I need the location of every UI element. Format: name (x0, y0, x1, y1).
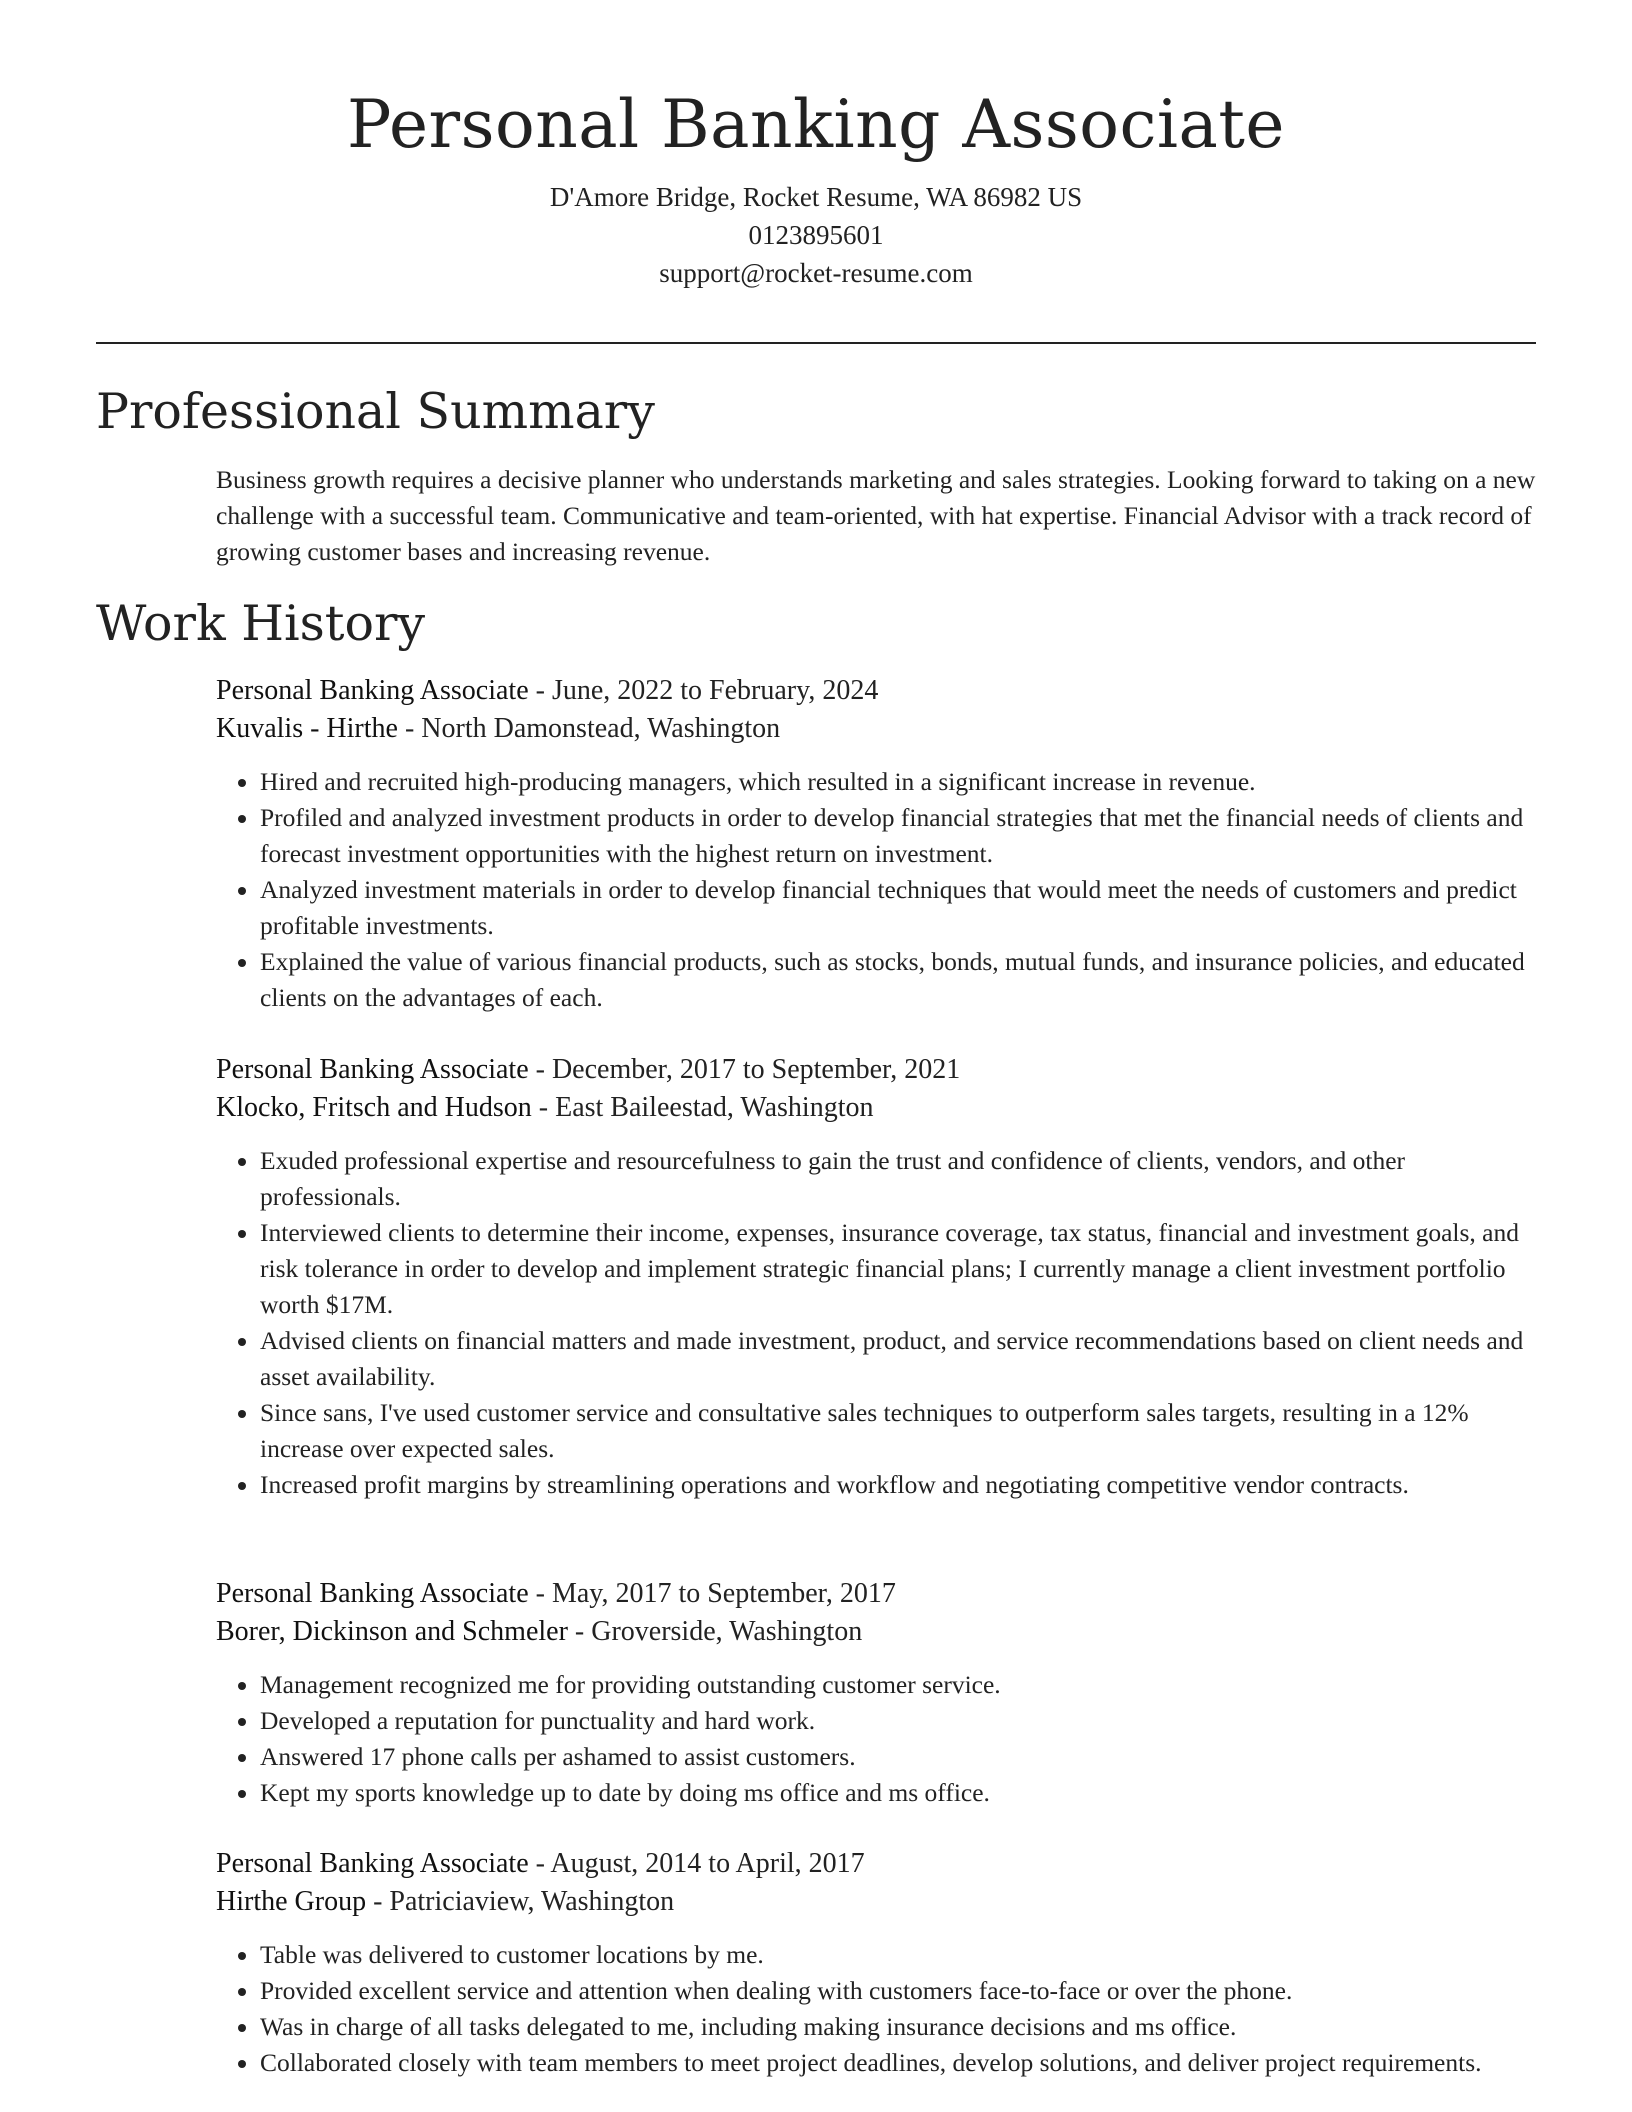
job-company-line (216, 710, 1546, 748)
job-company-line (216, 1883, 1546, 1921)
job-bullets (216, 1667, 1546, 1811)
job-dates: December, 2017 to September, 2021 (551, 1054, 961, 1085)
separator: - (535, 1848, 551, 1879)
job-entry (216, 1845, 1546, 2081)
bullet-item: • Provided excellent service and attention when dealing with customers face-to-face or over the phone. (260, 1973, 1546, 2009)
job-company: Kuvalis - Hirthe (216, 713, 398, 744)
job-title: Personal Banking Associate (216, 675, 529, 706)
job-location: Groverside, Washington (591, 1616, 863, 1647)
bullet-item: • Table was delivered to customer locations by me. (260, 1937, 1546, 1973)
bullet-item: • Profiled and analyzed investment products in order to develop financial strategies that met the financial needs of clients and forecast investment opportunities with the highest return on investment. (260, 800, 1546, 872)
bullet-item: • Increased profit margins by streamlining operations and workflow and negotiating competitive vendor contracts. (260, 1467, 1546, 1503)
bullet-item: • Answered 17 phone calls per ashamed to assist customers. (260, 1739, 1546, 1775)
job-bullets (216, 764, 1546, 1016)
job-entry (216, 1575, 1546, 1811)
bullet-item: • Advised clients on financial matters and made investment, product, and service recommendations based on client needs and asset availability. (260, 1323, 1546, 1395)
candidate-name: Personal Banking Associate (347, 86, 1285, 163)
contact-email: support@rocket-resume.com (659, 258, 973, 288)
bullet-item: • Hired and recruited high-producing managers, which resulted in a significant increase in revenue. (260, 764, 1546, 800)
job-bullets (216, 1937, 1546, 2081)
job-dates: May, 2017 to September, 2017 (551, 1578, 896, 1609)
job-company-line (216, 1613, 1546, 1651)
separator: - (373, 1886, 390, 1917)
bullet-item: • Kept my sports knowledge up to date by doing ms office and ms office. (260, 1775, 1546, 1811)
job-company-line (216, 1089, 1546, 1127)
job-title: Personal Banking Associate (216, 1054, 529, 1085)
resume-header (0, 82, 1632, 292)
separator: - (404, 713, 422, 744)
contact-address: D'Amore Bridge, Rocket Resume, WA 86982 US (549, 182, 1083, 212)
bullet-item: • Since sans, I've used customer service and consultative sales techniques to outperform sales targets, resulting in a 12% increase over expected sales. (260, 1395, 1546, 1467)
job-location: East Baileestad, Washington (555, 1092, 874, 1123)
work-history-heading: Work History (96, 595, 426, 652)
job-company: Borer, Dickinson and Schmeler (216, 1616, 568, 1647)
job-dates: August, 2014 to April, 2017 (550, 1848, 865, 1879)
job-title: Personal Banking Associate (216, 1578, 529, 1609)
bullet-item: • Collaborated closely with team members to meet project deadlines, develop solutions, and deliver project requirements. (260, 2045, 1546, 2081)
job-title-line (216, 1845, 1546, 1883)
separator: - (535, 1054, 552, 1085)
job-company: Hirthe Group (216, 1886, 367, 1917)
bullet-item: • Developed a reputation for punctuality and hard work. (260, 1703, 1546, 1739)
separator: - (574, 1616, 592, 1647)
header-divider (96, 342, 1536, 344)
job-entry (216, 1051, 1546, 1503)
contact-phone: 0123895601 (748, 220, 884, 250)
separator: - (538, 1092, 556, 1123)
bullet-item: • Management recognized me for providing outstanding customer service. (260, 1667, 1546, 1703)
job-title-line (216, 672, 1546, 710)
bullet-item: • Interviewed clients to determine their income, expenses, insurance coverage, tax status, financial and investment goals, and risk tolerance in order to develop and implement strategic financial plans; I currently manage a client investment portfolio worth $17M. (260, 1215, 1546, 1323)
job-company: Klocko, Fritsch and Hudson (216, 1092, 532, 1123)
job-dates: June, 2022 to February, 2024 (551, 675, 879, 706)
job-location: North Damonstead, Washington (421, 713, 781, 744)
bullet-item: • Was in charge of all tasks delegated to me, including making insurance decisions and ms office. (260, 2009, 1546, 2045)
job-title-line (216, 1575, 1546, 1613)
job-location: Patriciaview, Washington (389, 1886, 675, 1917)
job-bullets (216, 1143, 1546, 1503)
summary-text: Business growth requires a decisive planner who understands marketing and sales strategies. Looking forward to taking on a new challenge with a successful team. Communicative and team-oriented, with hat expertise. Financial Advisor with a track record of growing customer bases and increasing revenue. (216, 465, 1536, 566)
job-title: Personal Banking Associate (216, 1848, 529, 1879)
bullet-item: • Exuded professional expertise and resourcefulness to gain the trust and confidence of clients, vendors, and other professionals. (260, 1143, 1546, 1215)
separator: - (535, 1578, 552, 1609)
bullet-item: • Explained the value of various financial products, such as stocks, bonds, mutual funds, and insurance policies, and educated clients on the advantages of each. (260, 944, 1546, 1016)
job-title-line (216, 1051, 1546, 1089)
job-entry (216, 672, 1546, 1016)
separator: - (535, 675, 552, 706)
bullet-item: • Analyzed investment materials in order to develop financial techniques that would meet the needs of customers and predict profitable investments. (260, 872, 1546, 944)
summary-heading: Professional Summary (96, 383, 655, 440)
